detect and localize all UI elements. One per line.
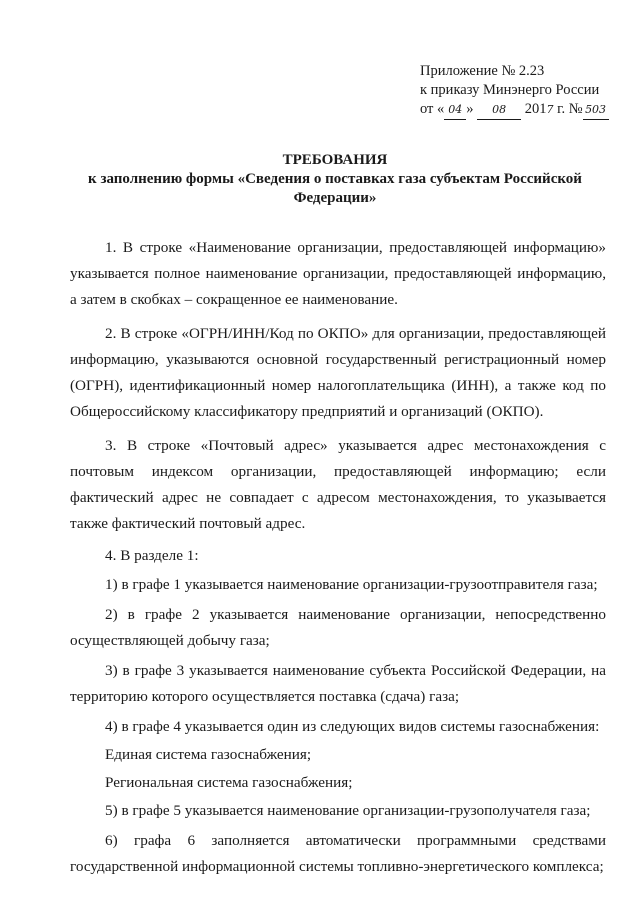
list-item-6: 6) графа 6 заполняется автоматически программными средствами государственной информационной системы топливно-энергетического комплекса; bbox=[70, 832, 606, 875]
date-mid: » bbox=[466, 101, 474, 117]
title-subheading-2: Федерации» bbox=[293, 190, 377, 206]
date-day: 04 bbox=[444, 100, 466, 120]
list-item-3: 3) в графе 3 указывается наименование субъекта Российской Федерации, на территорию которого осуществляется поставка (сдача) газа; bbox=[70, 662, 606, 705]
date-year-prefix: 201 bbox=[524, 101, 547, 117]
appendix-header bbox=[420, 62, 620, 120]
list-item-2: 2) в графе 2 указывается наименование организации, непосредственно осуществляющей добычу газа; bbox=[70, 606, 606, 649]
date-prefix: от « bbox=[420, 101, 445, 117]
appendix-date-line bbox=[420, 100, 620, 120]
title-subheading-1: к заполнению формы «Сведения о поставках газа субъектам Российской bbox=[88, 171, 582, 187]
list-item-4: 4) в графе 4 указывается один из следующих видов системы газоснабжения: bbox=[105, 718, 600, 735]
list-item-1: 1) в графе 1 указывается наименование организации-грузоотправителя газа; bbox=[105, 576, 598, 593]
order-number: 503 bbox=[583, 100, 609, 120]
list-item-5: 5) в графе 5 указывается наименование организации-грузополучателя газа; bbox=[105, 802, 591, 819]
paragraph-2: 2. В строке «ОГРН/ИНН/Код по ОКПО» для организации, предоставляющей информацию, указываются основной государственный регистрационный номер (ОГРН), идентификационный номер налогоплательщика (ИНН), а также код по Общероссийскому классификатору предприятий и организаций (ОКПО). bbox=[70, 325, 606, 420]
gas-system-option-2: Региональная система газоснабжения; bbox=[105, 774, 353, 791]
appendix-order-ref: к приказу Минэнерго России bbox=[420, 82, 600, 98]
paragraph-3: 3. В строке «Почтовый адрес» указывается адрес местонахождения с почтовым индексом организации, предоставляющей информацию; если фактический адрес не совпадает с адресом местонахождения, то указывается также фактический почтовый адрес. bbox=[70, 437, 606, 532]
gas-system-option-1: Единая система газоснабжения; bbox=[105, 746, 312, 763]
title-heading: ТРЕБОВАНИЯ bbox=[282, 152, 388, 168]
document-body bbox=[70, 235, 606, 880]
date-year-suffix: г. № bbox=[553, 101, 583, 117]
paragraph-1: 1. В строке «Наименование организации, предоставляющей информацию» указывается полное наименование организации, предоставляющей информацию, а затем в скобках – сокращенное ее наименование. bbox=[70, 239, 606, 308]
date-month: 08 bbox=[477, 100, 521, 120]
appendix-number: Приложение № 2.23 bbox=[420, 63, 545, 79]
paragraph-4: 4. В разделе 1: bbox=[105, 547, 199, 564]
document-title bbox=[60, 151, 610, 208]
date-year-digit: 7 bbox=[546, 103, 554, 116]
